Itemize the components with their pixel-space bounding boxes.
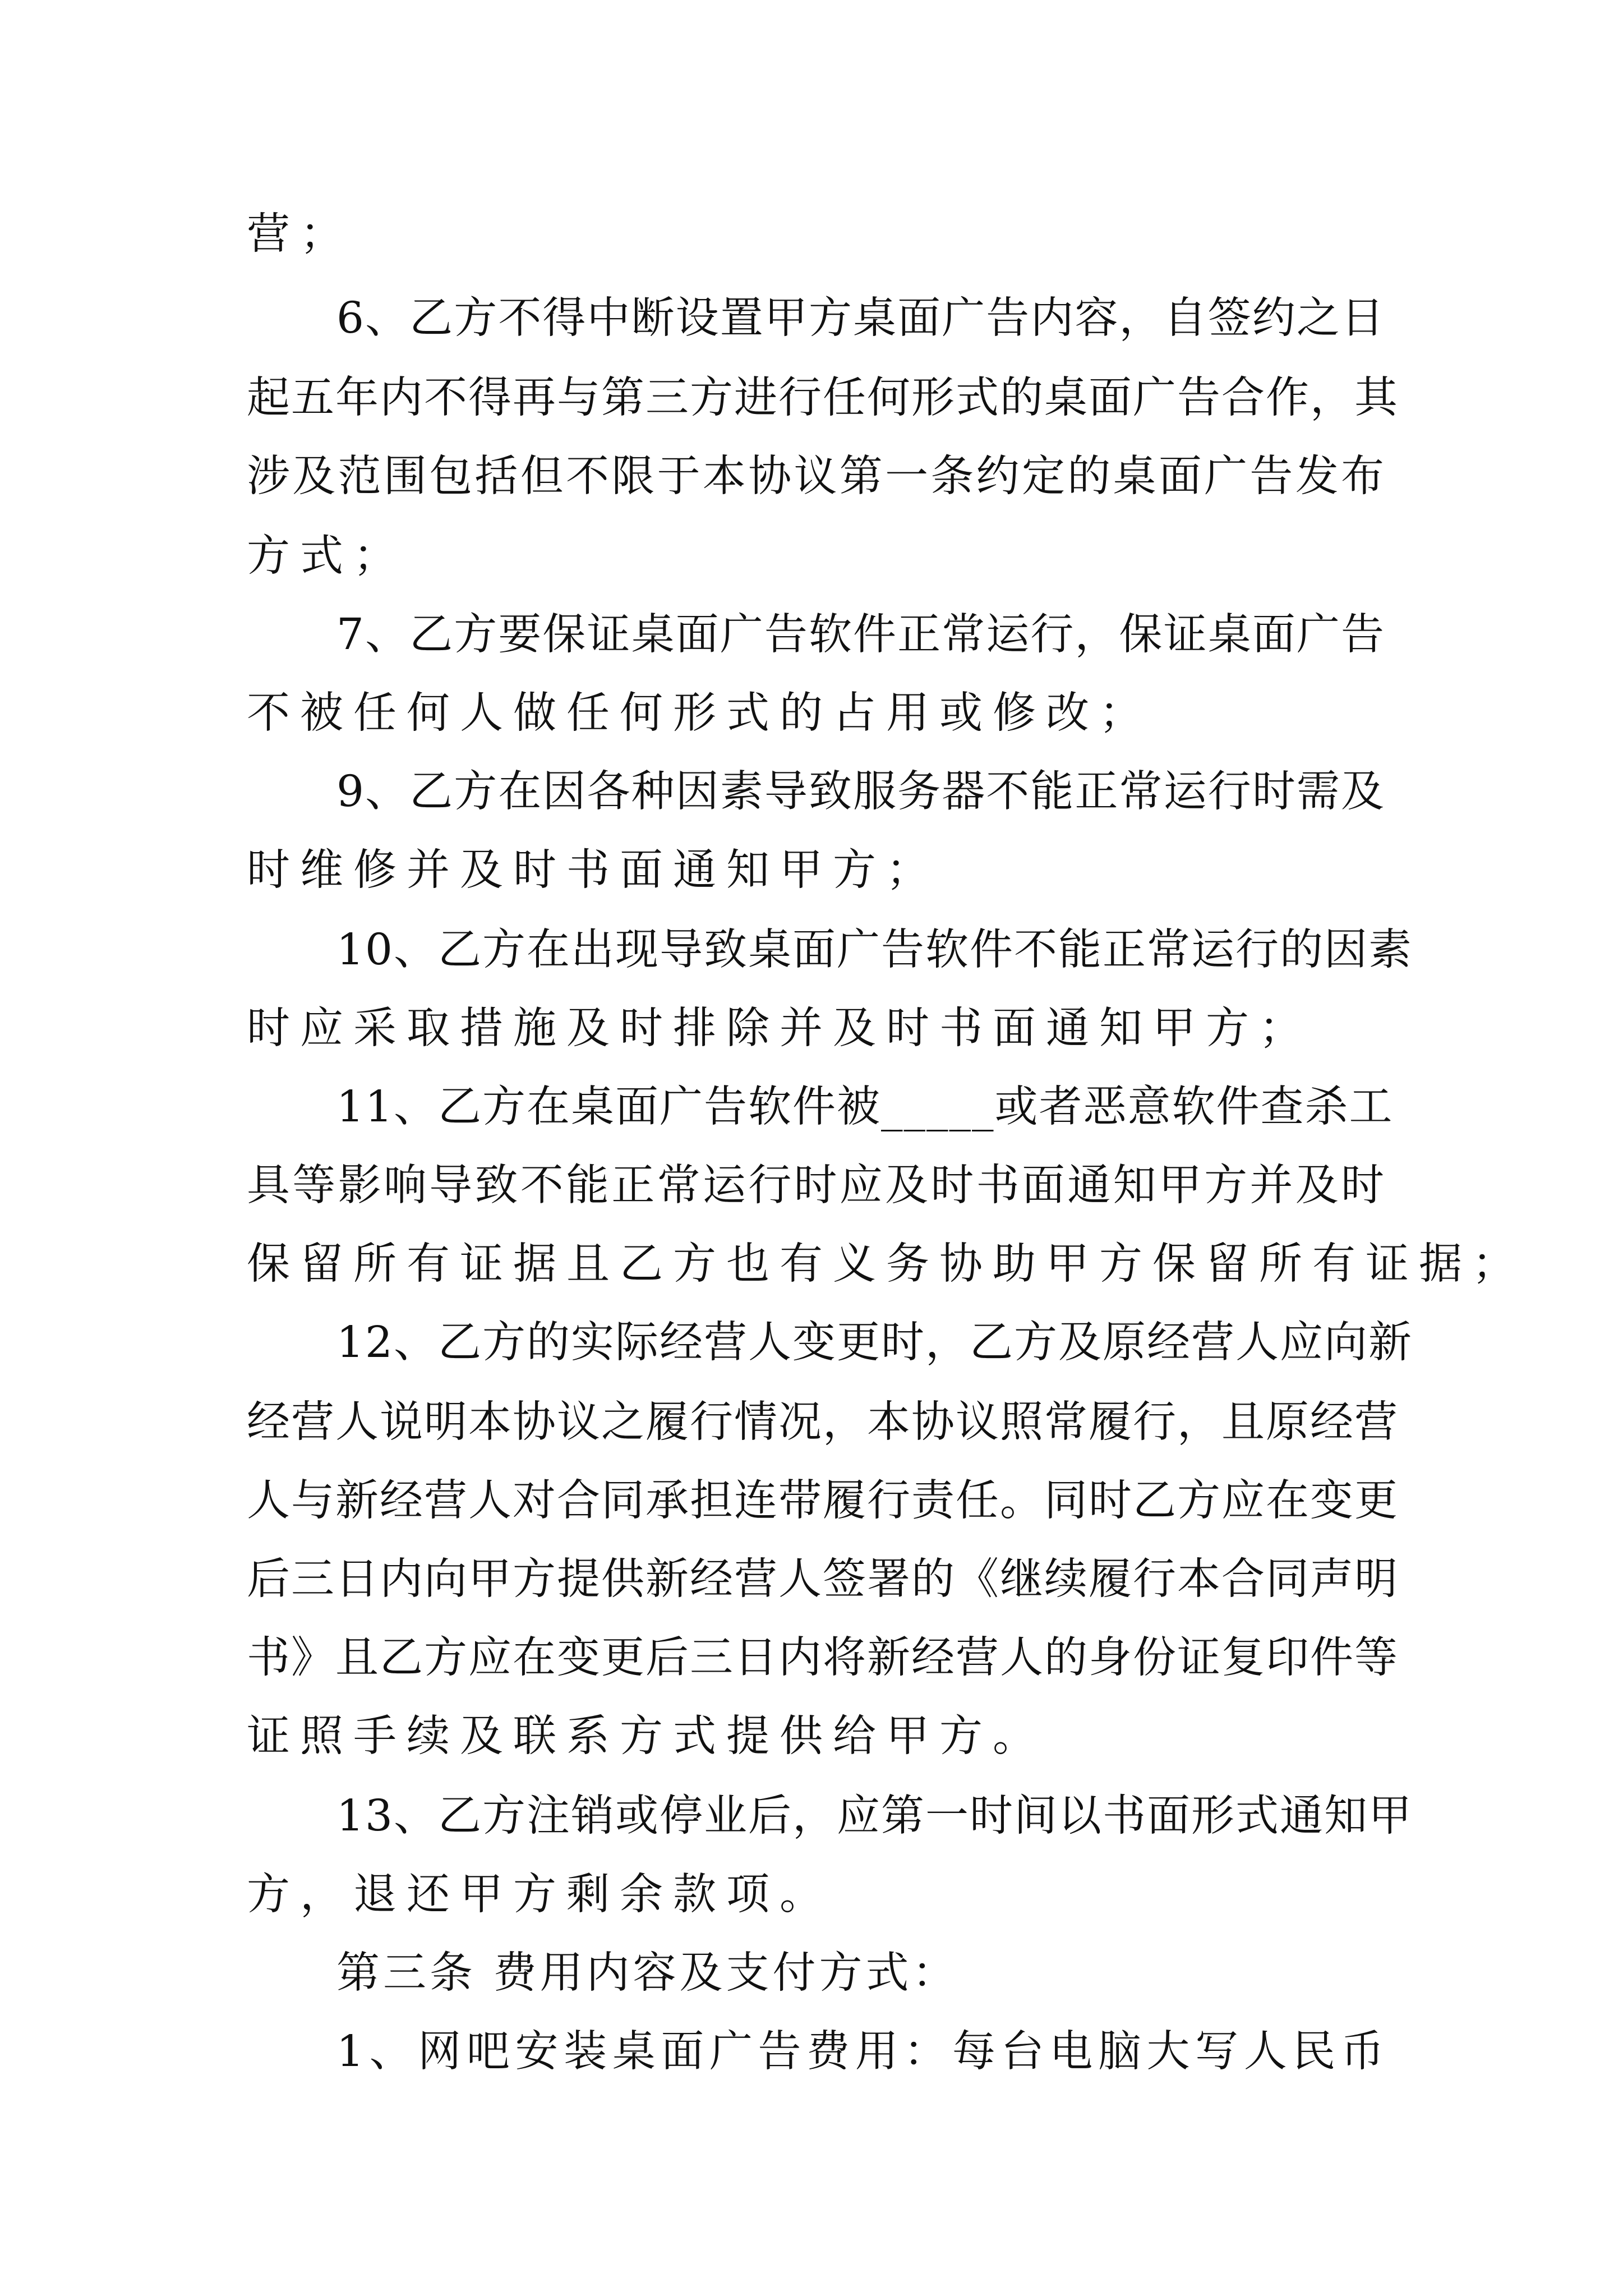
text-line: 营；: [247, 209, 353, 259]
text-line: 起五年内不得再与第三方进行任何形式的桌面广告合作，其: [247, 373, 1399, 423]
text-line: 12、乙方的实际经营人变更时，乙方及原经营人应向新: [336, 1318, 1413, 1368]
text-line: 方，退还甲方剩余款项。: [247, 1870, 833, 1920]
text-line: 涉及范围包括但不限于本协议第一条约定的桌面广告发布: [247, 452, 1385, 501]
text-line: 10、乙方在出现导致桌面广告软件不能正常运行的因素: [336, 925, 1413, 975]
text-line: 11、乙方在桌面广告软件被_____或者恶意软件查杀工: [336, 1082, 1394, 1132]
text-line: 时维修并及时书面通知甲方；: [247, 845, 939, 895]
text-line: 证照手续及联系方式提供给甲方。: [247, 1711, 1046, 1761]
text-line: 时应采取措施及时排除并及时书面通知甲方；: [247, 1004, 1312, 1053]
text-line: 13、乙方注销或停业后，应第一时间以书面形式通知甲: [336, 1791, 1413, 1841]
text-line: 人与新经营人对合同承担连带履行责任。同时乙方应在变更: [247, 1476, 1399, 1526]
text-line: 经营人说明本协议之履行情况，本协议照常履行，且原经营: [247, 1397, 1399, 1447]
text-line: 后三日内向甲方提供新经营人签署的《继续履行本合同声明: [247, 1554, 1399, 1604]
text-line: 6、乙方不得中断设置甲方桌面广告内容，自签约之日: [336, 293, 1385, 343]
text-line: 保留所有证据且乙方也有义务协助甲方保留所有证据；: [247, 1239, 1525, 1289]
text-line: 具等影响导致不能正常运行时应及时书面通知甲方并及时: [247, 1161, 1385, 1211]
text-line: 7、乙方要保证桌面广告软件正常运行，保证桌面广告: [336, 610, 1385, 660]
text-line: 1、网吧安装桌面广告费用：每台电脑大写人民币: [336, 2027, 1385, 2077]
text-line: 方式；: [247, 531, 407, 581]
text-line: 书》且乙方应在变更后三日内将新经营人的身份证复印件等: [247, 1633, 1399, 1683]
section-heading: 第三条 费用内容及支付方式：: [336, 1948, 959, 1998]
text-line: 9、乙方在因各种因素导致服务器不能正常运行时需及: [336, 767, 1385, 817]
text-line: 不被任何人做任何形式的占用或修改；: [247, 688, 1152, 738]
